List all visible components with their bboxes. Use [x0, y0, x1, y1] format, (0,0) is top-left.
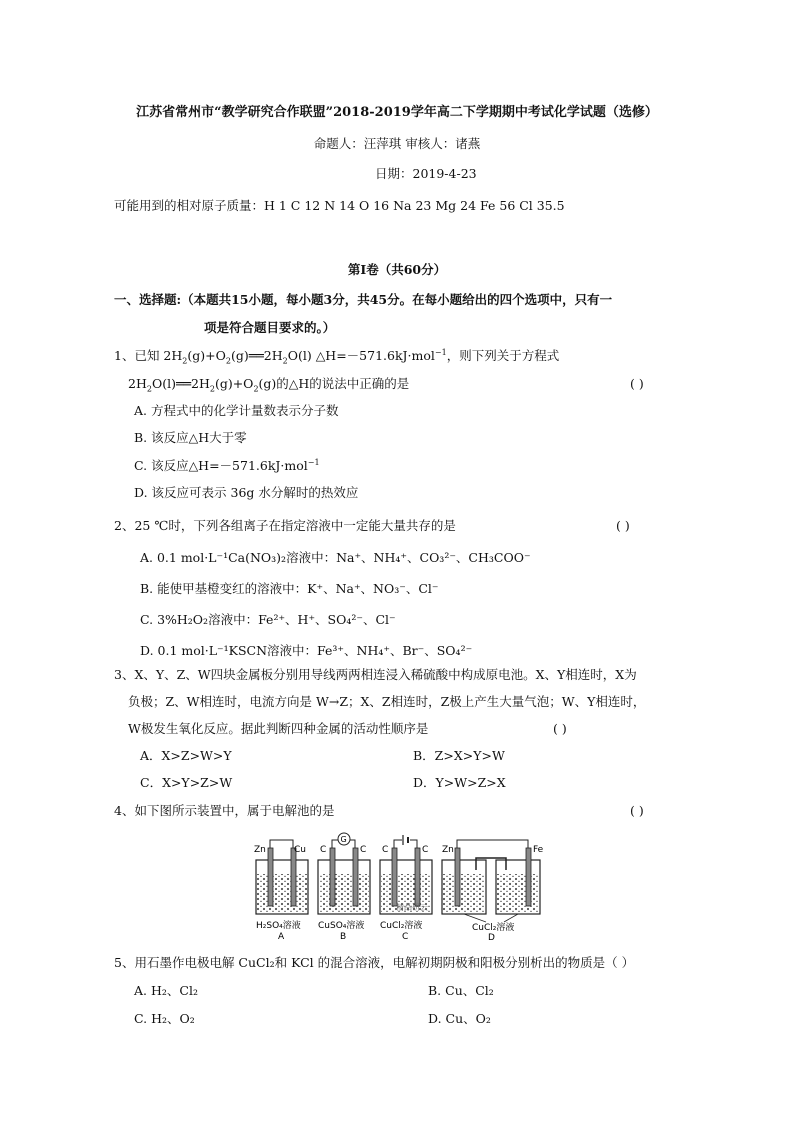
q3-stem-line1: 3、X、Y、Z、W四块金属板分别用导线两两相连浸入稀硫酸中构成原电池。X、Y相连时，X为: [114, 667, 637, 682]
q1-stem-line1: 1、已知 $2H_2(g)+O_2(g)══2H_2O(l)$ △H=－571.6kJ·mol$^{-1}$，则下列关于方程式: [114, 347, 560, 366]
q1-option-d: D. 该反应可表示 36g 水分解时的热效应: [134, 485, 359, 500]
q5-option-a: A. H₂、Cl₂: [134, 983, 198, 998]
q3-option-d: D．Y>W>Z>X: [413, 775, 506, 790]
electrochemistry-figure: [250, 832, 550, 942]
beaker-a: [254, 840, 308, 942]
solution-a: H₂SO₄溶液: [256, 921, 301, 931]
q1-option-c: C. 该反应△H=－571.6kJ·mol$^{-1}$: [134, 457, 320, 473]
solution-d: CuCl₂溶液: [472, 923, 515, 933]
electrode-b-left: [330, 848, 335, 906]
section-instruction-1: 一、选择题:（本题共15小题，每小题3分，共45分。在每小题给出的四个选项中，只有一: [114, 292, 613, 307]
electrode-d-left: [455, 848, 460, 906]
q4-answer-paren: ( ): [630, 803, 644, 818]
section-instruction-2: 项是符合题目要求的。）: [204, 320, 336, 335]
q5-stem: 5、用石墨作电极电解 CuCl₂和 KCl 的混合溶液，电解初期阴极和阳极分别析出的物质是（ ）: [114, 955, 635, 970]
q2-option-d: D. 0.1 mol·L⁻¹KSCN溶液中：Fe³⁺、NH₄⁺、Br⁻、SO₄²⁻: [140, 643, 473, 658]
label-a-right: Cu: [294, 845, 306, 855]
q5-option-b: B. Cu、Cl₂: [428, 983, 494, 998]
q3-stem-line2: 负极；Z、W相连时，电流方向是 W→Z；X、Z相连时，Z极上产生大量气泡；W、Y相连时，: [128, 694, 646, 709]
label-c-left: C: [382, 845, 389, 855]
solution-c: CuCl₂溶液: [380, 921, 423, 931]
label-c-right: C: [422, 845, 429, 855]
label-d-left: Zn: [442, 845, 454, 855]
q1-answer-paren: ( ): [630, 376, 644, 391]
label-d-right: Fe: [533, 845, 544, 855]
q2-stem: 2、25 ℃时，下列各组离子在指定溶液中一定能大量共存的是: [114, 518, 456, 533]
solution-b: CuSO₄溶液: [318, 921, 365, 931]
beaker-b: [318, 833, 370, 942]
label-a-left: Zn: [254, 845, 266, 855]
beaker-c: [380, 835, 432, 942]
q2-option-c: C. 3%H₂O₂溶液中：Fe²⁺、H⁺、SO₄²⁻、Cl⁻: [140, 612, 396, 627]
page-title: 江苏省常州市“教学研究合作联盟”2018-2019学年高二下学期期中考试化学试题（选修）: [136, 105, 658, 120]
q3-stem-line3: W极发生氧化反应。据此判断四种金属的活动性顺序是: [128, 721, 429, 736]
wire-a: [270, 840, 293, 848]
tag-d: D: [488, 933, 495, 942]
section-title: 第Ⅰ卷（共60分）: [347, 262, 447, 277]
electrode-d-right: [526, 848, 531, 906]
q3-option-a: A．X>Z>W>Y: [140, 748, 232, 763]
q4-stem: 4、如下图所示装置中，属于电解池的是: [114, 803, 335, 818]
electrode-c-right: [415, 848, 420, 906]
electrode-a-left: [268, 848, 273, 906]
q5-option-d: D. Cu、O₂: [428, 1011, 491, 1026]
q5-option-c: C. H₂、O₂: [134, 1011, 195, 1026]
label-b-left: C: [320, 845, 327, 855]
electrode-a-right: [291, 848, 296, 906]
q2-answer-paren: ( ): [616, 518, 630, 533]
q3-option-c: C．X>Y>Z>W: [140, 775, 233, 790]
q3-option-b: B．Z>X>Y>W: [413, 748, 505, 763]
q2-option-a: A. 0.1 mol·L⁻¹Ca(NO₃)₂溶液中：Na⁺、NH₄⁺、CO₃²⁻、CH₃COO⁻: [140, 550, 531, 565]
atomic-masses: 可能用到的相对原子质量：H 1 C 12 N 14 O 16 Na 23 Mg 24 Fe 56 Cl 35.5: [114, 198, 565, 213]
label-b-right: C: [360, 845, 367, 855]
electrode-b-right: [353, 848, 358, 906]
svg-text:G: G: [340, 835, 347, 844]
watermark: 精品研云: [396, 903, 428, 912]
beaker-d: [442, 840, 544, 942]
tag-a: A: [278, 932, 285, 942]
authors-line: 命题人：汪萍琪 审核人：诸燕: [313, 136, 481, 151]
electrode-c-left: [392, 848, 397, 906]
q1-stem-line2: $2H_2O(l)══2H_2(g)+O_2(g)$的△H的说法中正确的是: [128, 376, 410, 394]
q1-option-a: A. 方程式中的化学计量数表示分子数: [134, 403, 339, 418]
tag-b: B: [340, 932, 347, 942]
tag-c: C: [402, 932, 409, 942]
q1-option-b: B. 该反应△H大于零: [134, 430, 247, 445]
date-line: 日期：2019-4-23: [375, 166, 477, 181]
q2-option-b: B. 能使甲基橙变红的溶液中：K⁺、Na⁺、NO₃⁻、Cl⁻: [140, 581, 439, 596]
q3-answer-paren: ( ): [553, 721, 567, 736]
